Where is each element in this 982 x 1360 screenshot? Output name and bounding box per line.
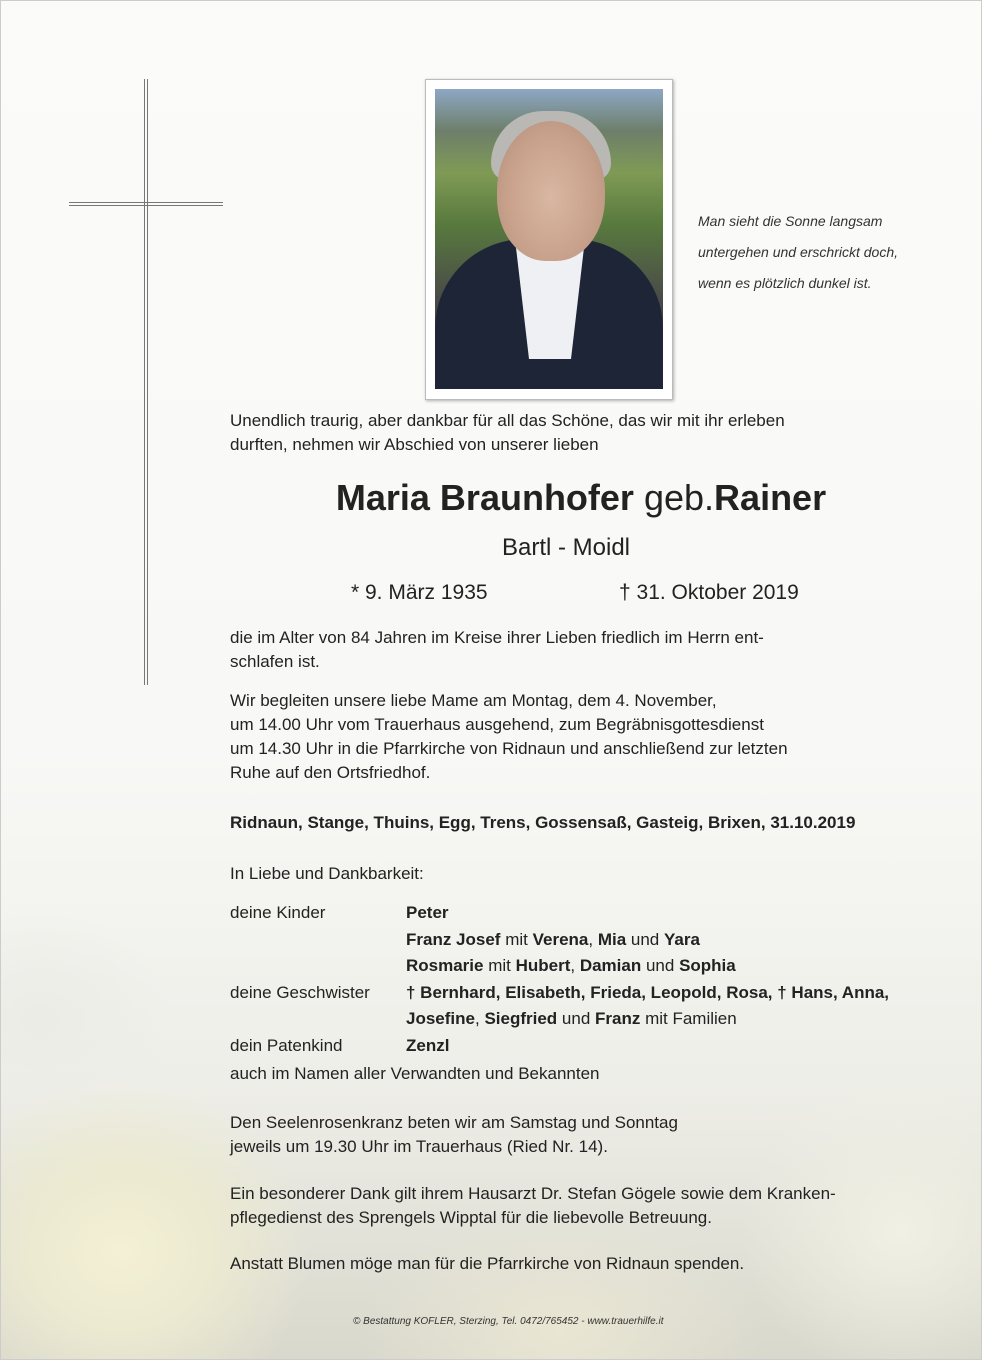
text-line: Den Seelenrosenkranz beten wir am Samstag und Sonntag bbox=[230, 1113, 678, 1132]
mourner-relation: deine Geschwister bbox=[230, 982, 370, 1002]
mourner-name: , bbox=[474, 1009, 485, 1029]
intro-text bbox=[230, 409, 785, 457]
mourner-name: Verena bbox=[532, 929, 589, 949]
quote-line: wenn es plötzlich dunkel ist. bbox=[698, 275, 872, 291]
mourner-relation: dein Patenkind bbox=[230, 1036, 343, 1055]
nickname: Bartl - Moidl bbox=[501, 534, 631, 561]
mourner-name: und bbox=[641, 956, 680, 976]
mourner-name: mit bbox=[483, 956, 516, 976]
mourner-name: Zenzl bbox=[406, 1036, 450, 1055]
name-maiden: Rainer bbox=[714, 477, 827, 518]
thanks-text bbox=[230, 1182, 836, 1230]
mourner-name: Sophia bbox=[679, 956, 736, 976]
mourner-name: mit bbox=[500, 929, 533, 949]
cross-icon-bar bbox=[69, 202, 223, 206]
death-date: † 31. Oktober 2019 bbox=[619, 581, 799, 604]
text-line: jeweils um 19.30 Uhr im Trauerhaus (Ried Nr. 14). bbox=[230, 1137, 608, 1156]
funeral-home-footer: © Bestattung KOFLER, Sterzing, Tel. 0472/765452 - www.trauerhilfe.it bbox=[353, 1316, 664, 1327]
text-line: Ruhe auf den Ortsfriedhof. bbox=[230, 763, 431, 782]
mourner-relation: deine Kinder bbox=[230, 903, 326, 922]
name-first: Maria Braunhofer bbox=[335, 477, 634, 518]
text-line: Ein besonderer Dank gilt ihrem Hausarzt Dr. Stefan Gögele sowie dem Kranken- bbox=[230, 1184, 836, 1203]
mourner-name: Mia bbox=[597, 929, 627, 949]
mourner-row bbox=[230, 903, 449, 923]
places-and-date: Ridnaun, Stange, Thuins, Egg, Trens, Gossensaß, Gasteig, Brixen, 31.10.2019 bbox=[230, 813, 856, 832]
mourner-name: und bbox=[626, 929, 664, 949]
text-line: um 14.00 Uhr vom Trauerhaus ausgehend, zum Begräbnisgottesdienst bbox=[230, 715, 764, 734]
mourner-row bbox=[230, 930, 700, 950]
mourner-row bbox=[230, 983, 889, 1003]
mourner-name: Peter bbox=[406, 903, 449, 922]
mourner-name: , bbox=[570, 956, 580, 976]
funeral-info bbox=[230, 689, 788, 785]
mourners-intro: In Liebe und Dankbarkeit: bbox=[230, 864, 424, 883]
flowers-note: Anstatt Blumen möge man für die Pfarrkirche von Ridnaun spenden. bbox=[230, 1254, 745, 1273]
quote-line: untergehen und erschrickt doch, bbox=[698, 244, 899, 260]
mourner-name: Hubert bbox=[515, 956, 571, 976]
mourner-name: Damian bbox=[579, 956, 642, 976]
mourner-name: Franz Josef bbox=[406, 929, 501, 949]
mourner-name: Yara bbox=[663, 929, 700, 949]
mourner-name: Rosmarie bbox=[406, 956, 484, 976]
text-line: schlafen ist. bbox=[230, 652, 320, 671]
mourner-row bbox=[230, 1036, 449, 1056]
text-line: Wir begleiten unsere liebe Mame am Montag, dem 4. November, bbox=[230, 691, 717, 710]
portrait-photo bbox=[435, 89, 663, 389]
name-geb: geb. bbox=[643, 477, 715, 518]
mourner-name: Siegfried bbox=[484, 1009, 558, 1029]
mourner-row bbox=[230, 956, 736, 976]
mourner-name: Josefine bbox=[406, 1009, 475, 1029]
intro-line: Unendlich traurig, aber dankbar für all das Schöne, das wir mit ihr erleben bbox=[230, 411, 785, 430]
mourner-name: , bbox=[588, 929, 598, 949]
mourner-row bbox=[230, 1009, 737, 1029]
quote-line: Man sieht die Sonne langsam bbox=[698, 213, 883, 229]
memorial-quote bbox=[698, 206, 898, 299]
relatives-text: auch im Namen aller Verwandten und Bekannten bbox=[230, 1064, 600, 1083]
mourner-name: Franz bbox=[595, 1009, 641, 1029]
intro-line: durften, nehmen wir Abschied von unserer lieben bbox=[230, 435, 599, 454]
mourner-name: † Bernhard, Elisabeth, Frieda, Leopold, Rosa, † Hans, Anna, bbox=[406, 982, 890, 1002]
deceased-name bbox=[1, 477, 982, 519]
rosary-info bbox=[230, 1111, 678, 1159]
text-line: pflegedienst des Sprengels Wipptal für die liebevolle Betreuung. bbox=[230, 1208, 712, 1227]
birth-date: * 9. März 1935 bbox=[351, 581, 488, 604]
age-text bbox=[230, 626, 764, 674]
mourner-name: mit Familien bbox=[640, 1009, 737, 1029]
mourner-name: und bbox=[557, 1009, 595, 1029]
text-line: die im Alter von 84 Jahren im Kreise ihrer Lieben friedlich im Herrn ent- bbox=[230, 628, 764, 647]
cross-icon bbox=[144, 79, 148, 685]
portrait-photo-frame bbox=[425, 79, 673, 400]
text-line: um 14.30 Uhr in die Pfarrkirche von Ridnaun und anschließend zur letzten bbox=[230, 739, 788, 758]
